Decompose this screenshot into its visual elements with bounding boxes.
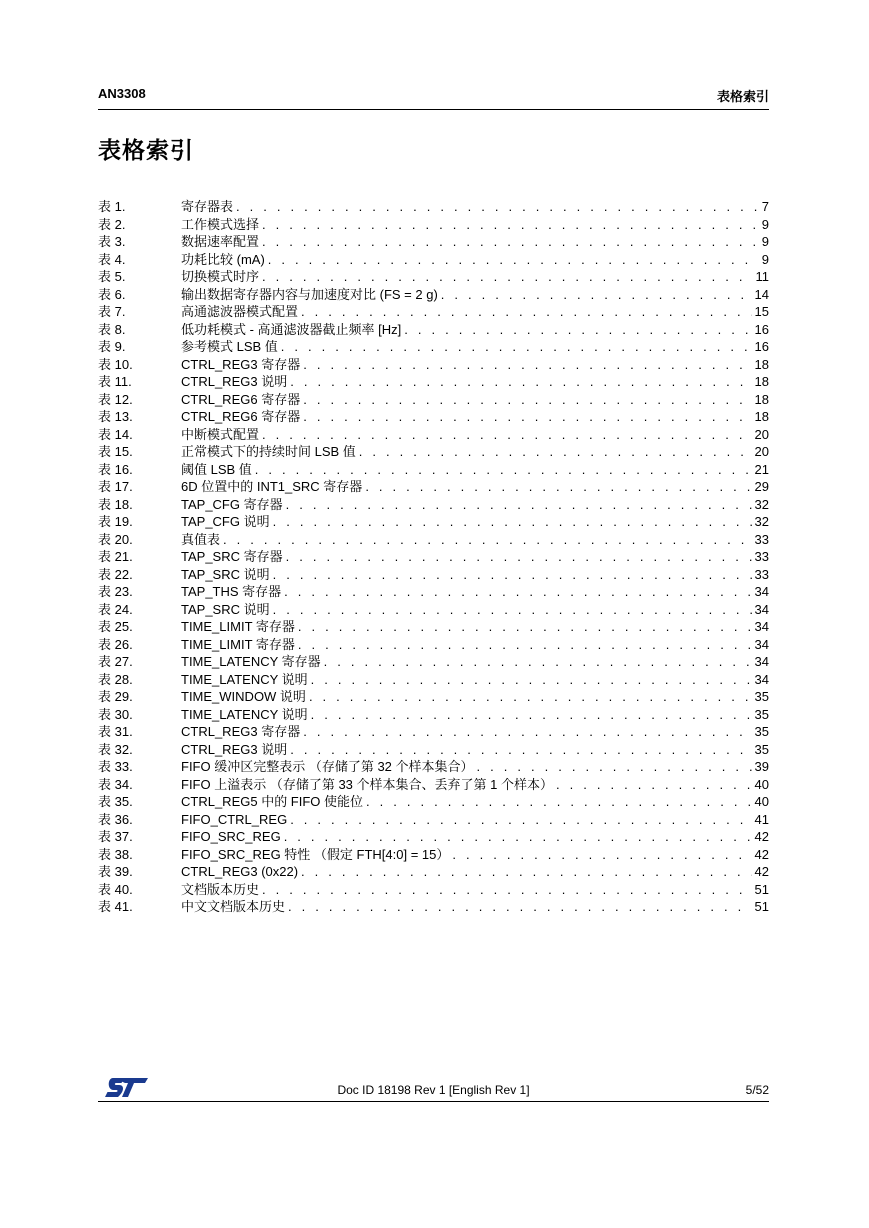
table-number: 表 26.: [98, 636, 133, 652]
table-title: CTRL_REG6 寄存器: [181, 391, 301, 407]
list-item[interactable]: [98, 531, 769, 549]
table-number: 表 4.: [98, 251, 126, 267]
page-footer: [98, 1075, 769, 1102]
table-title: 正常模式下的持续时间 LSB 值: [181, 444, 356, 459]
list-item[interactable]: [98, 863, 769, 881]
table-number: 表 8.: [98, 321, 126, 337]
table-title: TIME_LIMIT 寄存器: [181, 619, 295, 634]
dot-leader: [303, 408, 751, 426]
page-number: 40: [754, 794, 769, 809]
table-title: 参考模式 LSB 值: [181, 339, 278, 354]
table-number: 表 14.: [98, 426, 133, 442]
list-item[interactable]: [98, 373, 769, 391]
table-title: 6D 位置中的 INT1_SRC 寄存器: [181, 479, 363, 494]
table-title: CTRL_REG3 说明: [181, 741, 288, 757]
table-title: TAP_CFG 说明: [181, 514, 270, 529]
table-number: 表 31.: [98, 724, 133, 739]
table-number: 表 15.: [98, 444, 133, 459]
page-number: 35: [754, 741, 769, 757]
dot-leader: [286, 496, 752, 514]
table-number: 表 32.: [98, 741, 133, 757]
page-number: 33: [754, 531, 769, 547]
table-index-list: [98, 198, 769, 916]
list-item[interactable]: [98, 741, 769, 759]
page-number: 39: [754, 759, 769, 774]
table-title: CTRL_REG3 寄存器: [181, 356, 301, 372]
page-number: 35: [754, 724, 769, 739]
list-item[interactable]: [98, 338, 769, 356]
page-number: 34: [754, 619, 769, 634]
table-title: CTRL_REG3 说明: [181, 374, 288, 389]
dot-leader: [359, 443, 752, 461]
list-item[interactable]: [98, 461, 769, 479]
table-title: CTRL_REG6 寄存器: [181, 409, 301, 424]
dot-leader: [303, 391, 751, 409]
table-title: 中断模式配置: [181, 426, 260, 442]
dot-leader: [477, 758, 752, 776]
list-item[interactable]: [98, 793, 769, 811]
page-number: 51: [754, 881, 769, 897]
table-title: 阈值 LSB 值: [181, 461, 252, 477]
list-item[interactable]: [98, 426, 769, 444]
list-item[interactable]: [98, 356, 769, 374]
dot-leader: [255, 461, 752, 479]
dot-leader: [262, 426, 752, 444]
dot-leader: [298, 636, 752, 654]
table-title: 低功耗模式 - 高通滤波器截止频率 [Hz]: [181, 321, 402, 337]
dot-leader: [452, 846, 751, 864]
table-number: 表 3.: [98, 234, 126, 249]
page-number: 42: [754, 864, 769, 879]
dot-leader: [288, 898, 752, 916]
dot-leader: [262, 881, 752, 899]
list-item[interactable]: [98, 443, 769, 461]
list-item[interactable]: [98, 898, 769, 916]
dot-leader: [441, 286, 752, 304]
page-number: 15: [754, 304, 769, 319]
page-number: 32: [754, 514, 769, 529]
table-number: 表 13.: [98, 409, 133, 424]
table-title: TAP_SRC 说明: [181, 601, 270, 617]
dot-leader: [262, 233, 759, 251]
list-item[interactable]: [98, 268, 769, 286]
table-number: 表 20.: [98, 531, 133, 547]
table-title: TAP_SRC 寄存器: [181, 549, 283, 564]
dot-leader: [298, 618, 752, 636]
dot-leader: [365, 478, 751, 496]
dot-leader: [309, 688, 752, 706]
table-title: CTRL_REG3 寄存器: [181, 724, 301, 739]
table-title: TAP_SRC 说明: [181, 566, 270, 582]
page-number: 14: [754, 286, 769, 302]
list-item[interactable]: [98, 846, 769, 864]
table-title: TIME_LATENCY 说明: [181, 671, 308, 687]
table-number: 表 24.: [98, 601, 133, 617]
table-number: 表 6.: [98, 286, 126, 302]
page-number: 35: [754, 706, 769, 722]
list-item[interactable]: [98, 671, 769, 689]
table-title: FIFO_SRC_REG: [181, 829, 281, 844]
table-title: TIME_LATENCY 寄存器: [181, 654, 321, 669]
dot-leader: [311, 706, 752, 724]
page-number: 32: [754, 496, 769, 512]
dot-leader: [303, 356, 751, 374]
table-number: 表 21.: [98, 549, 133, 564]
dot-leader: [273, 566, 752, 584]
dot-leader: [290, 373, 751, 391]
dot-leader: [236, 198, 759, 216]
list-item[interactable]: [98, 216, 769, 234]
list-item[interactable]: [98, 618, 769, 636]
table-number: 表 17.: [98, 479, 133, 494]
dot-leader: [301, 303, 752, 321]
list-item[interactable]: [98, 198, 769, 216]
table-number: 表 39.: [98, 864, 133, 879]
dot-leader: [268, 251, 759, 269]
table-number: 表 19.: [98, 514, 133, 529]
list-item[interactable]: [98, 303, 769, 321]
dot-leader: [286, 548, 752, 566]
page-number: 20: [754, 426, 769, 442]
list-item[interactable]: [98, 828, 769, 846]
page-title: 表格索引: [98, 137, 194, 163]
dot-leader: [273, 513, 752, 531]
page-number: 34: [754, 584, 769, 599]
dot-leader: [223, 531, 752, 549]
page-number: 35: [754, 689, 769, 704]
table-title: 功耗比较 (mA): [181, 251, 265, 267]
page-number: 21: [754, 461, 769, 477]
list-item[interactable]: [98, 723, 769, 741]
header-section: 表格索引: [716, 89, 769, 104]
page-number: 29: [754, 479, 769, 494]
list-item[interactable]: [98, 286, 769, 304]
dot-leader: [556, 776, 752, 794]
page-number: 42: [754, 829, 769, 844]
page-header: [98, 85, 769, 110]
dot-leader: [273, 601, 752, 619]
table-title: FIFO 缓冲区完整表示 （存储了第 32 个样本集合）: [181, 759, 474, 774]
table-number: 表 35.: [98, 794, 133, 809]
table-number: 表 25.: [98, 619, 133, 634]
page-number: 42: [754, 846, 769, 862]
page-number: 34: [754, 671, 769, 687]
table-title: 数据速率配置: [181, 234, 260, 249]
page-number: 40: [754, 776, 769, 792]
dot-leader: [311, 671, 752, 689]
table-number: 表 18.: [98, 496, 133, 512]
page-number: 41: [754, 811, 769, 827]
table-title: FIFO 上溢表示 （存储了第 33 个样本集合、丢弃了第 1 个样本）: [181, 776, 553, 792]
list-item[interactable]: [98, 251, 769, 269]
table-number: 表 2.: [98, 216, 126, 232]
list-item[interactable]: [98, 636, 769, 654]
dot-leader: [301, 863, 751, 881]
page-number: 7: [761, 199, 769, 214]
list-item[interactable]: [98, 478, 769, 496]
list-item[interactable]: [98, 566, 769, 584]
list-item[interactable]: [98, 688, 769, 706]
page-number: 18: [754, 356, 769, 372]
table-number: 表 41.: [98, 899, 133, 914]
table-number: 表 1.: [98, 199, 126, 214]
table-title: FIFO_SRC_REG 特性 （假定 FTH[4:0] = 15）: [181, 846, 450, 862]
list-item[interactable]: [98, 548, 769, 566]
table-number: 表 33.: [98, 759, 133, 774]
page-number: 51: [754, 899, 769, 914]
table-title: FIFO_CTRL_REG: [181, 811, 288, 827]
page-number: 9: [761, 234, 769, 249]
table-number: 表 28.: [98, 671, 133, 687]
list-item[interactable]: [98, 811, 769, 829]
table-number: 表 23.: [98, 584, 133, 599]
table-title: 中文文档版本历史: [181, 899, 286, 914]
table-number: 表 7.: [98, 304, 126, 319]
table-number: 表 12.: [98, 391, 133, 407]
dot-leader: [284, 583, 751, 601]
page-number: 18: [754, 374, 769, 389]
table-title: TIME_WINDOW 说明: [181, 689, 306, 704]
table-number: 表 36.: [98, 811, 133, 827]
table-number: 表 11.: [98, 374, 132, 389]
page-number: 20: [754, 444, 769, 459]
page-number: 18: [754, 409, 769, 424]
table-title: 输出数据寄存器内容与加速度对比 (FS = 2 g): [181, 286, 438, 302]
table-number: 表 22.: [98, 566, 133, 582]
dot-leader: [284, 828, 752, 846]
dot-leader: [324, 653, 752, 671]
table-number: 表 37.: [98, 829, 133, 844]
table-number: 表 38.: [98, 846, 133, 862]
list-item[interactable]: [98, 496, 769, 514]
header-doc-id: AN3308: [98, 86, 146, 101]
list-item[interactable]: [98, 601, 769, 619]
dot-leader: [303, 723, 751, 741]
table-number: 表 16.: [98, 461, 133, 477]
footer-page-number: 5/52: [745, 1083, 769, 1097]
page-number: 33: [754, 549, 769, 564]
table-number: 表 5.: [98, 269, 126, 284]
dot-leader: [262, 268, 752, 286]
table-title: TAP_CFG 寄存器: [181, 496, 283, 512]
page-number: 34: [754, 654, 769, 669]
table-title: 寄存器表: [181, 199, 234, 214]
dot-leader: [290, 811, 751, 829]
dot-leader: [290, 741, 751, 759]
table-number: 表 40.: [98, 881, 133, 897]
table-number: 表 29.: [98, 689, 133, 704]
page-number: 34: [754, 601, 769, 617]
table-title: TIME_LIMIT 寄存器: [181, 636, 295, 652]
page-number: 9: [761, 251, 769, 267]
page-number: 34: [754, 636, 769, 652]
list-item[interactable]: [98, 758, 769, 776]
table-title: CTRL_REG3 (0x22): [181, 864, 299, 879]
footer-doc-ref: Doc ID 18198 Rev 1 [English Rev 1]: [337, 1083, 530, 1097]
page-number: 9: [761, 216, 769, 232]
list-item[interactable]: [98, 706, 769, 724]
list-item[interactable]: [98, 513, 769, 531]
table-title: 文档版本历史: [181, 881, 260, 897]
table-title: TAP_THS 寄存器: [181, 584, 282, 599]
list-item[interactable]: [98, 233, 769, 251]
table-title: 工作模式选择: [181, 216, 260, 232]
dot-leader: [281, 338, 752, 356]
list-item[interactable]: [98, 653, 769, 671]
list-item[interactable]: [98, 881, 769, 899]
table-title: 高通滤波器模式配置: [181, 304, 299, 319]
table-title: 切换模式时序: [181, 269, 260, 284]
list-item[interactable]: [98, 321, 769, 339]
table-number: 表 34.: [98, 776, 133, 792]
dot-leader: [262, 216, 759, 234]
page-number: 18: [754, 391, 769, 407]
page-number: 16: [754, 321, 769, 337]
table-number: 表 10.: [98, 356, 133, 372]
list-item[interactable]: [98, 583, 769, 601]
page-number: 11: [755, 269, 769, 284]
table-number: 表 9.: [98, 339, 126, 354]
table-title: 真值表: [181, 531, 221, 547]
dot-leader: [404, 321, 751, 339]
page-number: 33: [754, 566, 769, 582]
dot-leader: [366, 793, 752, 811]
list-item[interactable]: [98, 408, 769, 426]
page-number: 16: [754, 339, 769, 354]
list-item[interactable]: [98, 391, 769, 409]
table-title: TIME_LATENCY 说明: [181, 706, 308, 722]
table-number: 表 30.: [98, 706, 133, 722]
list-item[interactable]: [98, 776, 769, 794]
table-number: 表 27.: [98, 654, 133, 669]
table-title: CTRL_REG5 中的 FIFO 使能位: [181, 794, 364, 809]
